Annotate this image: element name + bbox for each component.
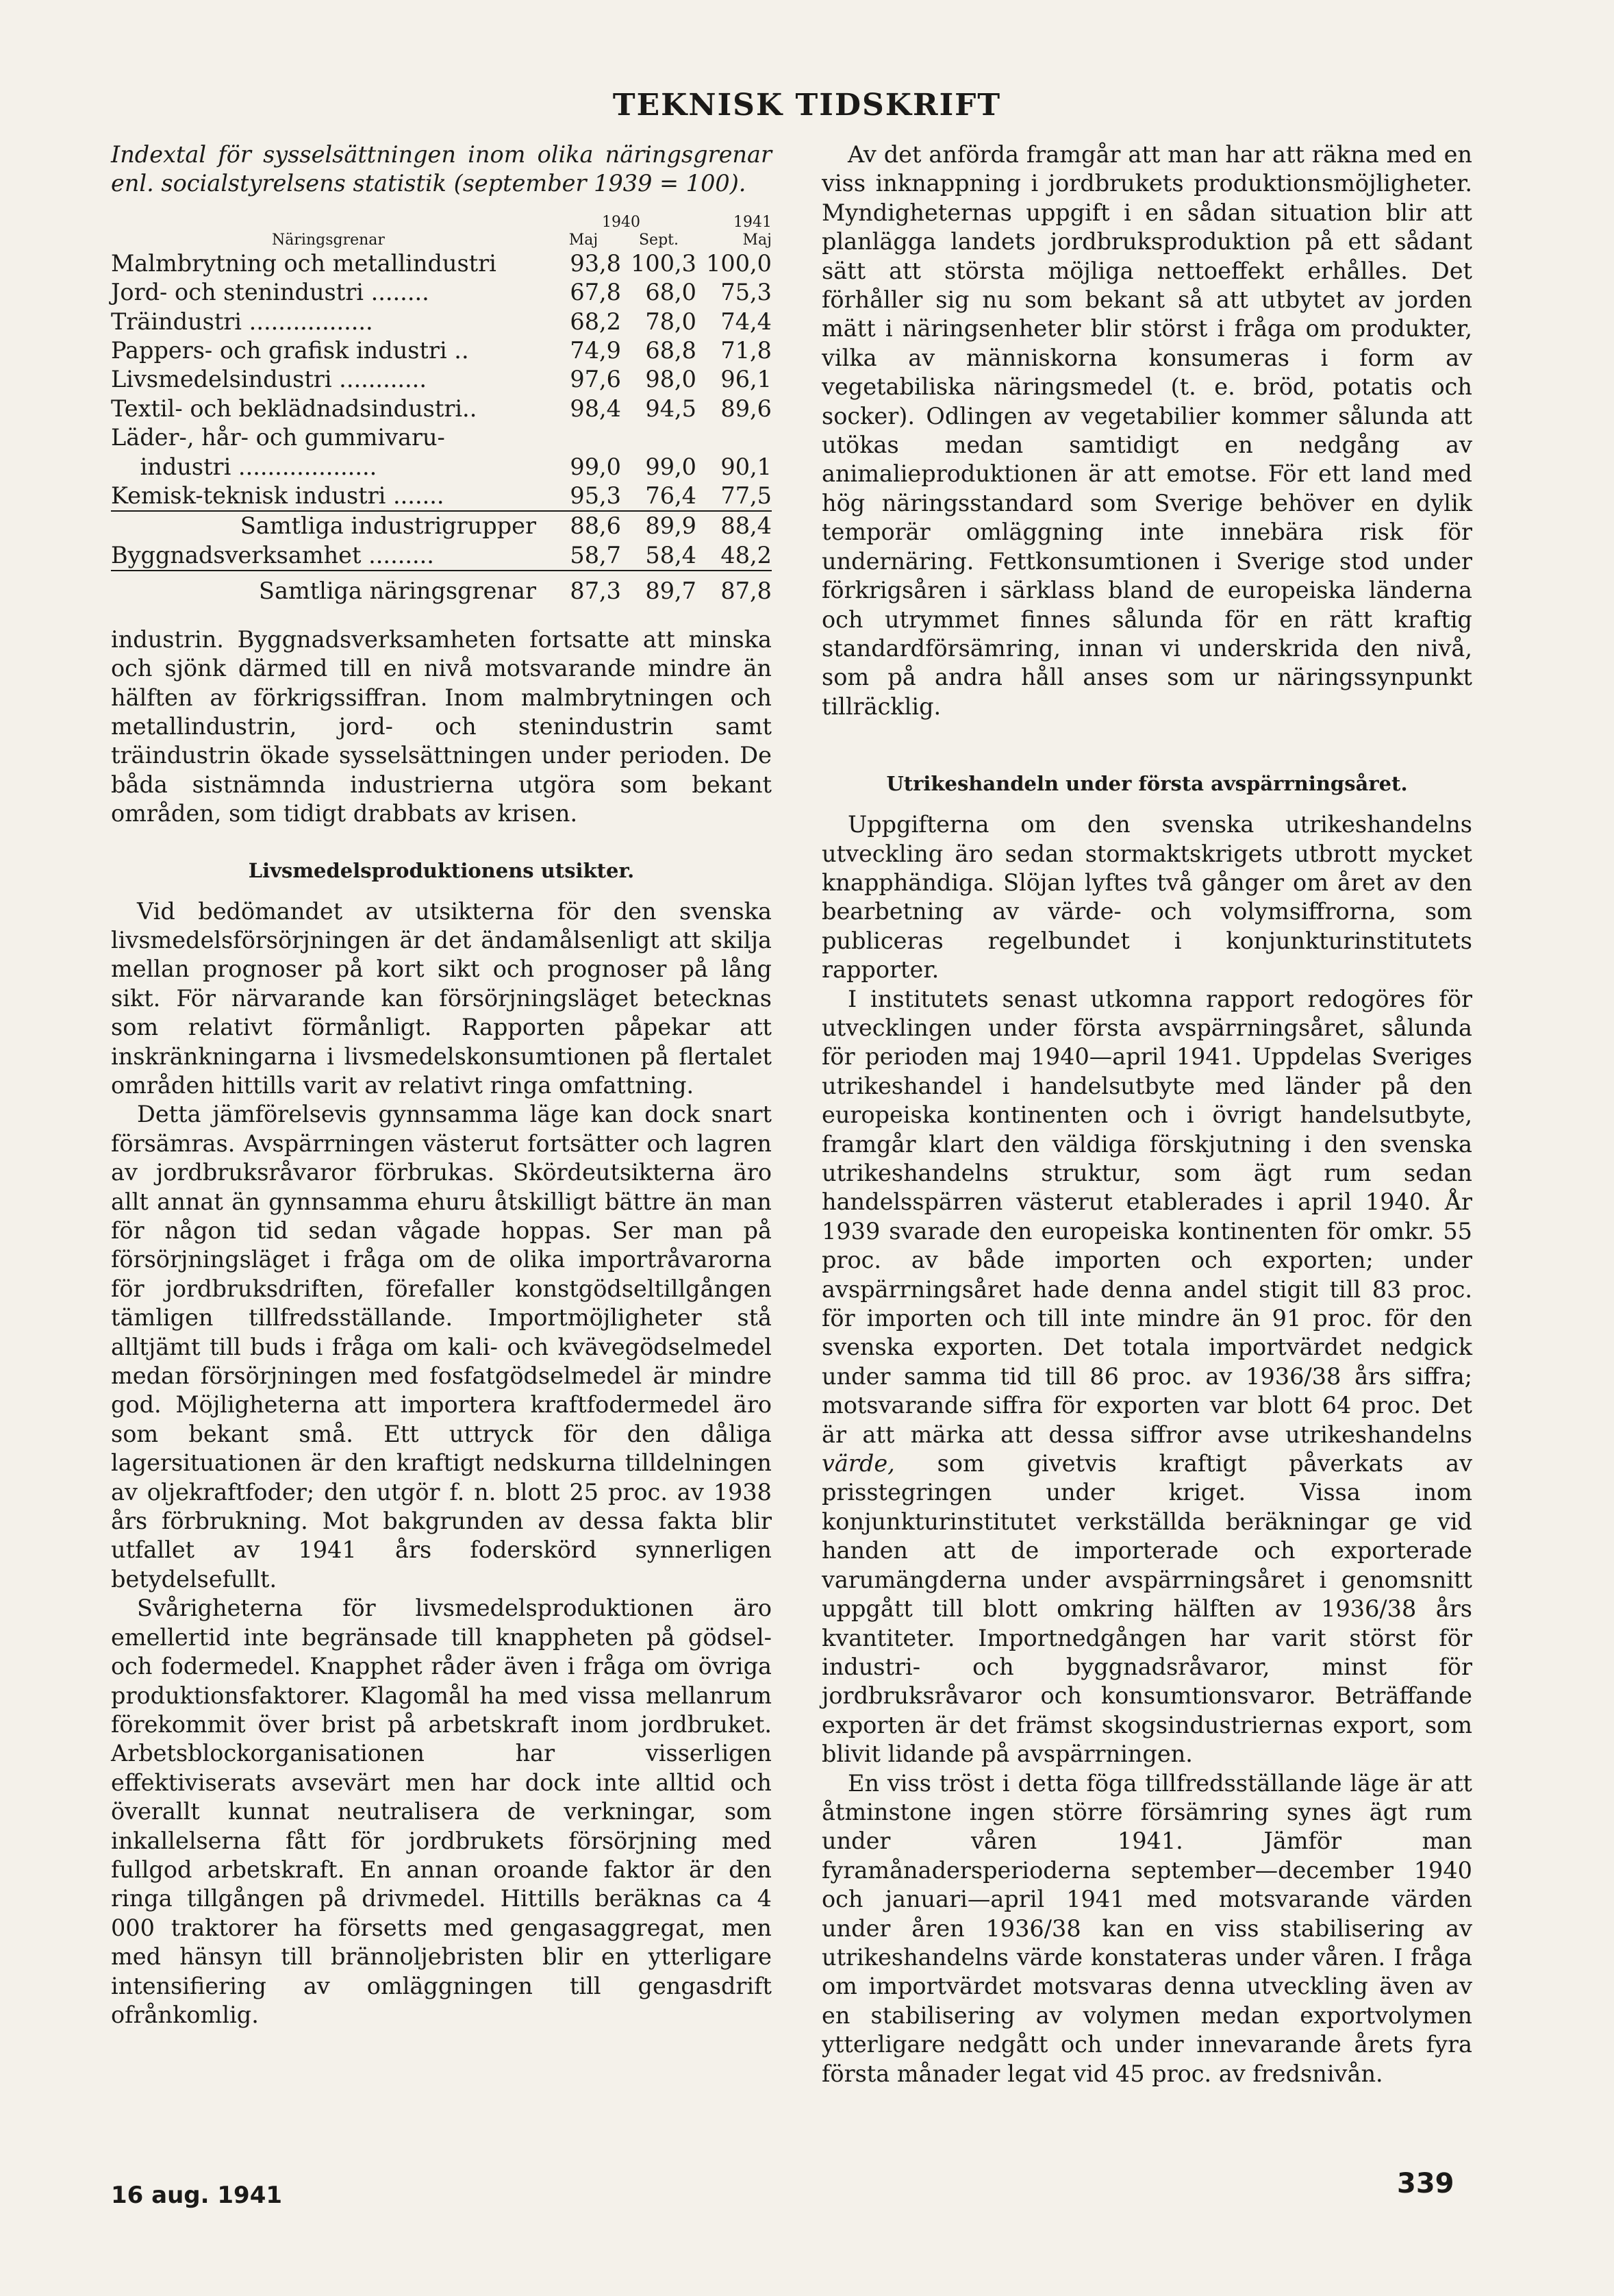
- paragraph: Svårigheterna för livsmedelsproduktionen äro emellertid inte begränsade till knappheten på gödsel- och fodermedel. Knapphet råder även i fråga om övriga produktionsfaktorer. Klagomål ha med vissa mellanrum förekommit över brist på arbetskraft inom jordbruket. Arbetsblockorganisationen har visserligen effektiviserats avsevärt men har dock inte alltid och överallt kunnat neutralisera de verkningar, som inkallelserna fått för jordbrukets försörjning med fullgod arbetskraft. En annan oroande faktor är den ringa tillgången på drivmedel. Hittills beräknas ca 4 000 traktorer ha försetts med gengasaggregat, men med hänsyn till brännoljebristen blir en ytterligare intensifiering av omläggningen till gengasdrift ofrånkomlig.: [111, 1595, 772, 2028]
- paragraph: Av det anförda framgår att man har att räkna med en viss inknappning i jordbrukets produktionsmöjligheter. Myndigheternas uppgift i en sådan situation blir att planlägga landets jordbruksproduktion på ett sådant sätt att största möjliga nettoeffekt erhålles. Det förhåller sig nu som bekant så att utbytet av jorden mätt i näringsenheter blir störst i fråga om produkter, vilka av människorna konsumeras i form av vegetabiliska näringsmedel (t. e. bröd, potatis och socker). Odlingen av vegetabilier kommer sålunda att utökas medan samtidigt en nedgång av animalieproduktionen är att emotse. För ett land med hög näringsstandard som Sverige behöver en dylik temporär omläggning inte innebära risk för undernäring. Fettkonsumtionen i Sverige stod under förkrigsåren i särklass bland de europeiska länderna och utrymmet finnes sålunda för en rätt kraftig standardförsämring, innan vi underskrida den nivå, som på andra håll anses som ur näringssynpunkt tillräcklig.: [822, 141, 1472, 720]
- section-heading: Livsmedelsproduktionens utsikter.: [248, 858, 635, 882]
- table-row-subtotal: Samtliga industrigrupper 88,6 89,9 88,4: [111, 511, 772, 540]
- page-number: 339: [1397, 2168, 1454, 2199]
- paragraph: En viss tröst i detta föga tillfredsställande läge är att åtminstone ingen större försämring synes ägt rum under våren 1941. Jämför man fyramånadersperioderna september—december 1940 och januari—april 1941 med motsvarande värden under åren 1936/38 kan en viss stabilisering av utrikeshandelns värde konstateras under våren. I fråga om importvärdet motsvaras denna utveckling även av en stabilisering av volymen medan exportvolymen ytterligare nedgått och under innevarande årets fyra första månader legat vid 45 proc. av fredsnivån.: [822, 1769, 1472, 2087]
- table-row: Träindustri ................. 68,2 78,0 74,4: [111, 308, 772, 335]
- table-row: Jord- och stenindustri ........ 67,8 68,0 75,3: [111, 279, 772, 306]
- table-row: Livsmedelsindustri ............ 97,6 98,0 96,1: [111, 366, 772, 393]
- paragraph: Vid bedömandet av utsikterna för den svenska livsmedelsförsörjningen är det ändamålsenligt att skilja mellan prognoser på kort sikt och prognoser på lång sikt. För närvarande kan försörjningsläget betecknas som relativt förmånligt. Rapporten påpekar att inskränkningarna i livsmedelskonsumtionen på flertalet områden hittills varit av relativt ringa omfattning.: [111, 897, 772, 1099]
- header-year-1941: 1941: [733, 213, 772, 231]
- paragraph: industrin. Byggnadsverksamheten fortsatte att minska och sjönk därmed till en nivå motsvarande mindre än hälften av förkrigssiffran. Inom malmbrytningen och metallindustrin, jord- och stenindustrin samt träindustrin ökade sysselsättningen under perioden. De båda sistnämnda industrierna utgöra som bekant områden, som tidigt drabbats av krisen.: [111, 625, 772, 827]
- paragraph: I institutets senast utkomna rapport redogöres för utvecklingen under första avspärrningsåret, sålunda för perioden maj 1940—april 1941. Uppdelas Sveriges utrikeshandel i handelsutbyte med länder på den europeiska kontinenten och i övrigt handelsutbyte, framgår klart den väldiga förskjutning i den svenska utrikeshandelns struktur, som ägt rum sedan handelsspärren västerut etablerades i april 1940. År 1939 svarade den europeiska kontinenten för omkr. 55 proc. av både importen och exporten; under avspärrningsåret hade denna andel stigit till 83 proc. för importen och till inte mindre än 91 proc. för den svenska exporten. Det totala importvärdet nedgick under samma tid till 86 proc. av 1936/38 års siffra; motsvarande siffra för exporten var blott 64 proc. Det är att märka att dessa siffror avse utrikeshandelns värde, som givetvis kraftigt påverkats av prisstegringen under kriget. Vissa inom konjunkturinstitutet verkställda beräkningar ge vid handen att de importerade och exporterade varumängderna under avspärrningsåret i genomsnitt uppgått till blott omkring hälften av 1936/38 års kvantiteter. Importnedgången har varit störst för industri- och byggnadsråvaror, minst för jordbruksråvaror och konsumtionsvaror. Beträffande exporten är det främst skogsindustriernas export, som blivit lidande på avspärrningen.: [822, 985, 1472, 1768]
- issue-date: 16 aug. 1941: [111, 2182, 283, 2209]
- header-maj-1941: Maj: [742, 231, 772, 249]
- paragraph: Uppgifterna om den svenska utrikeshandelns utveckling äro sedan stormaktskrigets utbrott mycket knapphändiga. Slöjan lyftes två gånger om året av den bearbetning av värde- och volymsiffrorna, som publiceras regelbundet i konjunkturinstitutets rapporter.: [822, 811, 1472, 984]
- table-row: Kemisk-teknisk industri ....... 95,3 76,4 77,5: [111, 482, 772, 510]
- header-label: Näringsgrenar: [272, 231, 385, 249]
- table-caption: Indextal för sysselsättningen inom olika näringsgrenar enl. socialstyrelsens statistik (september 1939 = 100).: [111, 141, 772, 197]
- right-column: [822, 140, 1472, 2088]
- italic-word: värde,: [822, 1450, 895, 1477]
- table-row-total: Samtliga näringsgrenar 87,3 89,7 87,8: [111, 571, 772, 606]
- table-row: industri ................... 99,0 99,0 90,1: [111, 453, 772, 480]
- table-row: Malmbrytning och metallindustri 93,8 100,3 100,0: [111, 249, 772, 277]
- employment-index-table: [111, 214, 772, 606]
- header-year-1940: 1940: [602, 213, 640, 231]
- table-row: Läder-, hår- och gummivaru-: [111, 424, 445, 451]
- table-header-years: [111, 214, 772, 232]
- paragraph: Detta jämförelsevis gynnsamma läge kan dock snart försämras. Avspärrningen västerut fortsätter och lagren av jordbruksråvaror förbrukas. Skördeutsikterna äro allt annat än gynnsamma ehuru åtskilligt bättre än man för någon tid sedan vågade hoppas. Ser man på försörjningsläget i fråga om de olika importråvarorna för jordbruksdriften, förefaller konstgödseltillgången tämligen tillfredsställande. Importmöjligheter stå alltjämt till buds i fråga om kali- och kvävegödselmedel medan försörjningen med fosfatgödselmedel är mindre god. Möjligheterna att importera kraftfodermedel äro som bekant små. Ett uttryck för den dåliga lagersituationen är den kraftigt nedskurna tilldelningen av oljekraftfoder; den utgör f. n. blott 25 proc. av 1938 års förbrukning. Mot bakgrunden av dessa fakta blir utfallet av 1941 års foderskörd synnerligen betydelsefullt.: [111, 1101, 772, 1593]
- left-column: [111, 140, 772, 2030]
- table-row: Pappers- och grafisk industri .. 74,9 68,8 71,8: [111, 337, 772, 364]
- table-row: Textil- och beklädnadsindustri.. 98,4 94,5 89,6: [111, 395, 772, 422]
- section-heading: Utrikeshandeln under första avspärrningsåret.: [886, 772, 1408, 796]
- table-row-construction: Byggnadsverksamhet ......... 58,7 58,4 48,2: [111, 541, 772, 569]
- journal-masthead: TEKNISK TIDSKRIFT: [612, 88, 1002, 123]
- table-header-columns: [111, 232, 772, 249]
- header-maj-1940: Maj: [568, 231, 598, 249]
- header-sept-1940: Sept.: [638, 231, 679, 249]
